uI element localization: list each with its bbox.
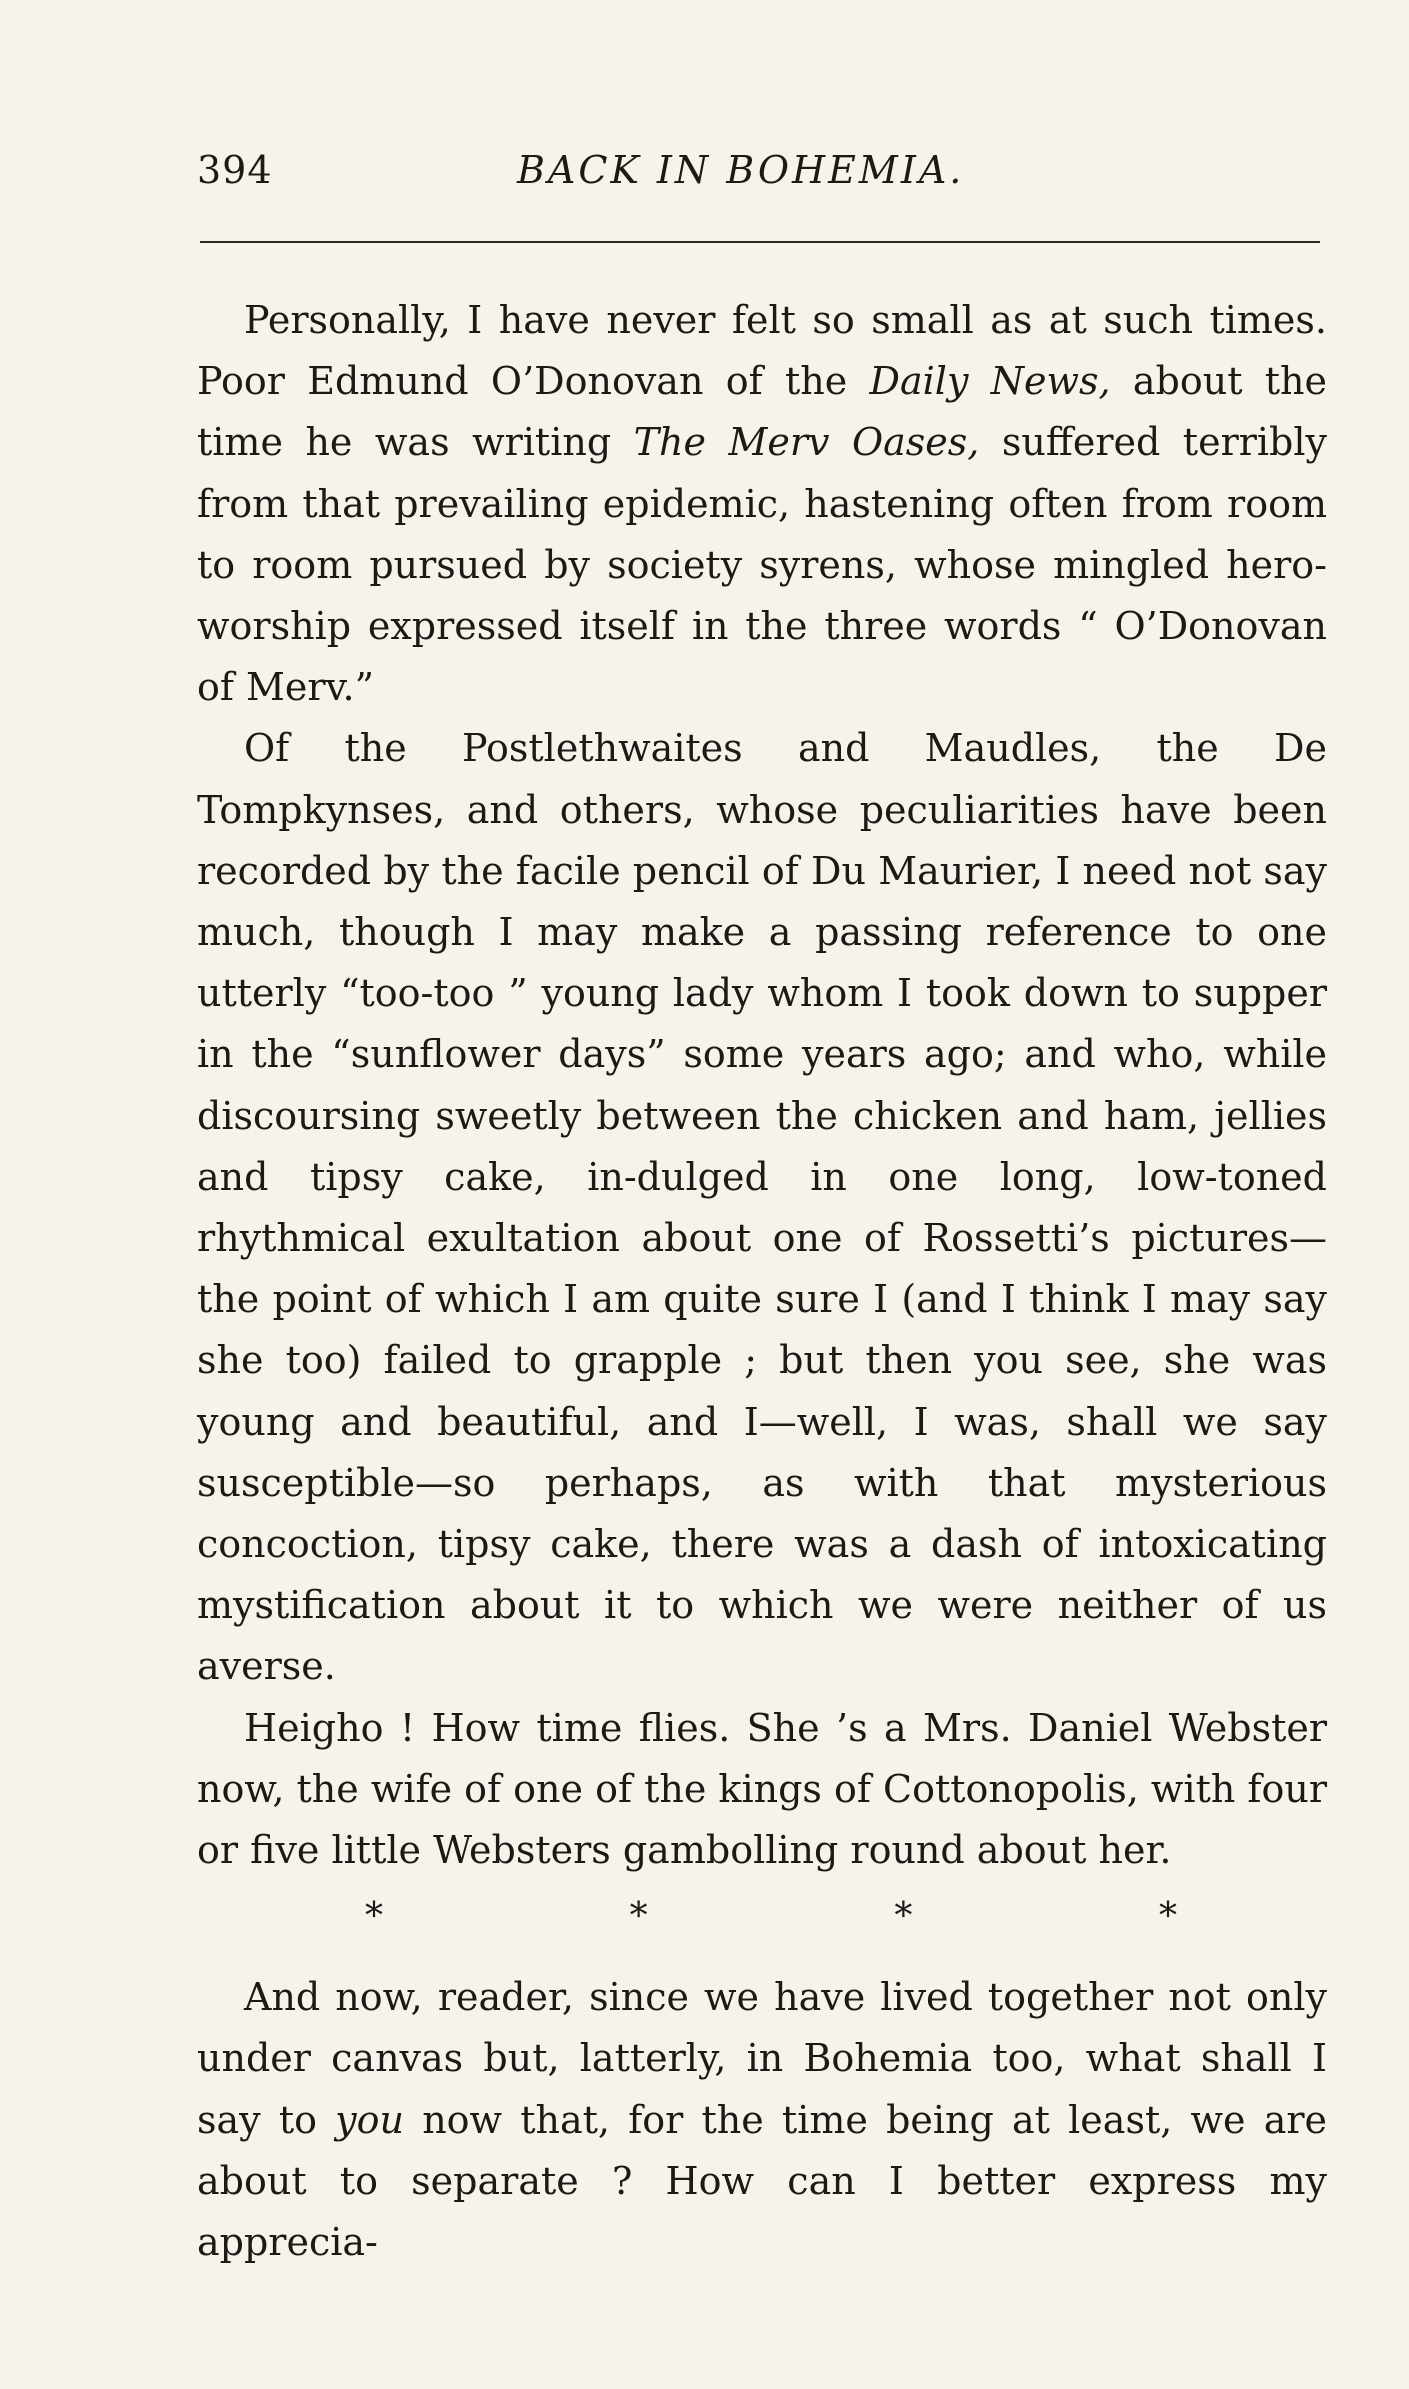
separator-asterisk: * (629, 1896, 648, 1938)
italic-merv-oases: The Merv Oases, (633, 420, 980, 465)
paragraph-personally: Personally, I have never felt so small as at such times. Poor Edmund O’Donovan of the Daily News, about the time he was writing The Merv Oases, suffered terribly from that prevailing epidemic, hastening often from room to room pursued by society syrens, whose mingled hero-worship expressed itself in the three words “ O’Donovan of Merv.” (197, 298, 1327, 710)
italic-you: you (335, 2097, 404, 2142)
separator-asterisk: * (365, 1896, 383, 1938)
header-rule (200, 241, 1320, 243)
page-body (197, 290, 1327, 2273)
separator-asterisk: * (894, 1896, 913, 1938)
page-header (197, 148, 1327, 208)
section-separator (197, 1881, 1327, 1941)
paragraph-and-now-reader: And now, reader, since we have lived together not only under canvas but, latterly, in Bohemia too, what shall I say to you now that, for the time being at least, we are about to separate ? How can I better express my apprecia- (197, 1975, 1327, 2265)
paragraph-postlethwaites: Of the Postlethwaites and Maudles, the De Tompkynses, and others, whose peculiarities have been recorded by the facile pencil of Du Maurier, I need not say much, though I may make a passing reference to one utterly “too-too ” young lady whom I took down to supper in the “sunflower days” some years ago; and who, while discoursing sweetly between the chicken and ham, jellies and tipsy cake, in-dulged in one long, low-toned rhythmical exultation about one of Rossetti’s pictures—the point of which I am quite sure I (and I think I may say she too) failed to grapple ; but then you see, she was young and beautiful, and I—well, I was, shall we say susceptible—so perhaps, as with that mysterious concoction, tipsy cake, there was a dash of intoxicating mystification about it to which we were neither of us averse. (197, 726, 1327, 1689)
running-title: BACK IN BOHEMIA. (517, 148, 965, 192)
page-number: 394 (197, 148, 273, 192)
paragraph-heigho: Heigho ! How time flies. She ’s a Mrs. Daniel Webster now, the wife of one of the kings of Cottonopolis, with four or five little Websters gambolling round about her. (197, 1705, 1327, 1873)
italic-daily-news: Daily News, (869, 359, 1111, 404)
separator-asterisk: * (1158, 1896, 1177, 1938)
